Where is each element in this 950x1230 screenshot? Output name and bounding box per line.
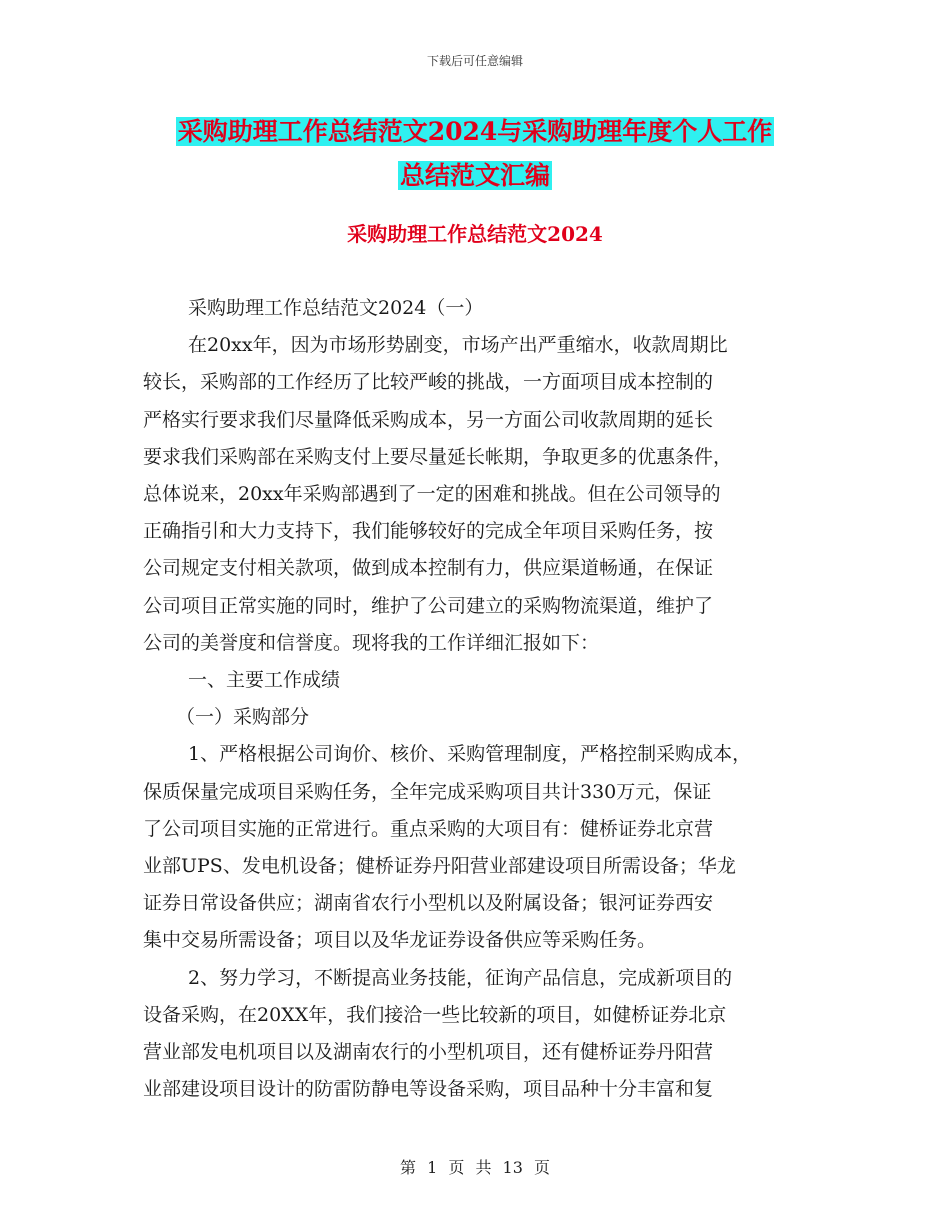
body-line: 要求我们采购部在采购支付上要尽量延长帐期，争取更多的优惠条件， <box>143 445 733 468</box>
body-line: 了公司项目实施的正常进行。重点采购的大项目有：健桥证券北京营 <box>143 817 714 840</box>
document-body <box>143 290 813 1108</box>
body-line: 设备采购，在20XX年，我们接洽一些比较新的项目，如健桥证券北京 <box>143 1003 727 1026</box>
body-line: 公司的美誉度和信誉度。现将我的工作详细汇报如下： <box>143 631 600 654</box>
body-line: 集中交易所需设备；项目以及华龙证券设备供应等采购任务。 <box>143 929 657 952</box>
body-line: 严格实行要求我们尽量降低采购成本，另一方面公司收款周期的延长 <box>143 408 714 431</box>
title-line-1: 采购助理工作总结范文2024与采购助理年度个人工作 <box>177 117 773 146</box>
body-line: 正确指引和大力支持下，我们能够较好的完成全年项目采购任务，按 <box>143 520 714 543</box>
body-line: 较长，采购部的工作经历了比较严峻的挑战，一方面项目成本控制的 <box>143 371 714 394</box>
body-line: 公司规定支付相关款项，做到成本控制有力，供应渠道畅通，在保证 <box>143 557 714 580</box>
body-line: 总体说来，20xx年采购部遇到了一定的困难和挑战。但在公司领导的 <box>143 483 721 506</box>
body-line: 保质保量完成项目采购任务，全年完成采购项目共计330万元，保证 <box>143 780 712 803</box>
body-line: 业部UPS、发电机设备；健桥证券丹阳营业部建设项目所需设备；华龙 <box>143 855 736 878</box>
heading-procurement: （一）采购部分 <box>176 706 310 729</box>
paragraph-heading: 采购助理工作总结范文2024（一） <box>188 297 484 319</box>
section-title: 采购助理工作总结范文2024 <box>347 222 603 246</box>
heading-main-achievements: 一、主要工作成绩 <box>188 669 341 692</box>
document-title <box>0 110 950 198</box>
body-line: 公司项目正常实施的同时，维护了公司建立的采购物流渠道，维护了 <box>143 594 714 617</box>
page-footer: 第 1 页 共 13 页 <box>400 1158 550 1177</box>
body-line: 1、严格根据公司询价、核价、采购管理制度，严格控制采购成本， <box>188 743 752 766</box>
body-line: 在20xx年，因为市场形势剧变，市场产出严重缩水，收款周期比 <box>188 334 728 357</box>
body-line: 业部建设项目设计的防雷防静电等设备采购，项目品种十分丰富和复 <box>143 1078 714 1101</box>
body-line: 2、努力学习，不断提高业务技能，征询产品信息，完成新项目的 <box>188 966 733 989</box>
header-note: 下载后可任意编辑 <box>426 54 523 68</box>
body-line: 证券日常设备供应；湖南省农行小型机以及附属设备；银河证券西安 <box>143 892 714 915</box>
body-line: 营业部发电机项目以及湖南农行的小型机项目，还有健桥证券丹阳营 <box>143 1041 714 1064</box>
title-line-2: 总结范文汇编 <box>399 161 550 190</box>
